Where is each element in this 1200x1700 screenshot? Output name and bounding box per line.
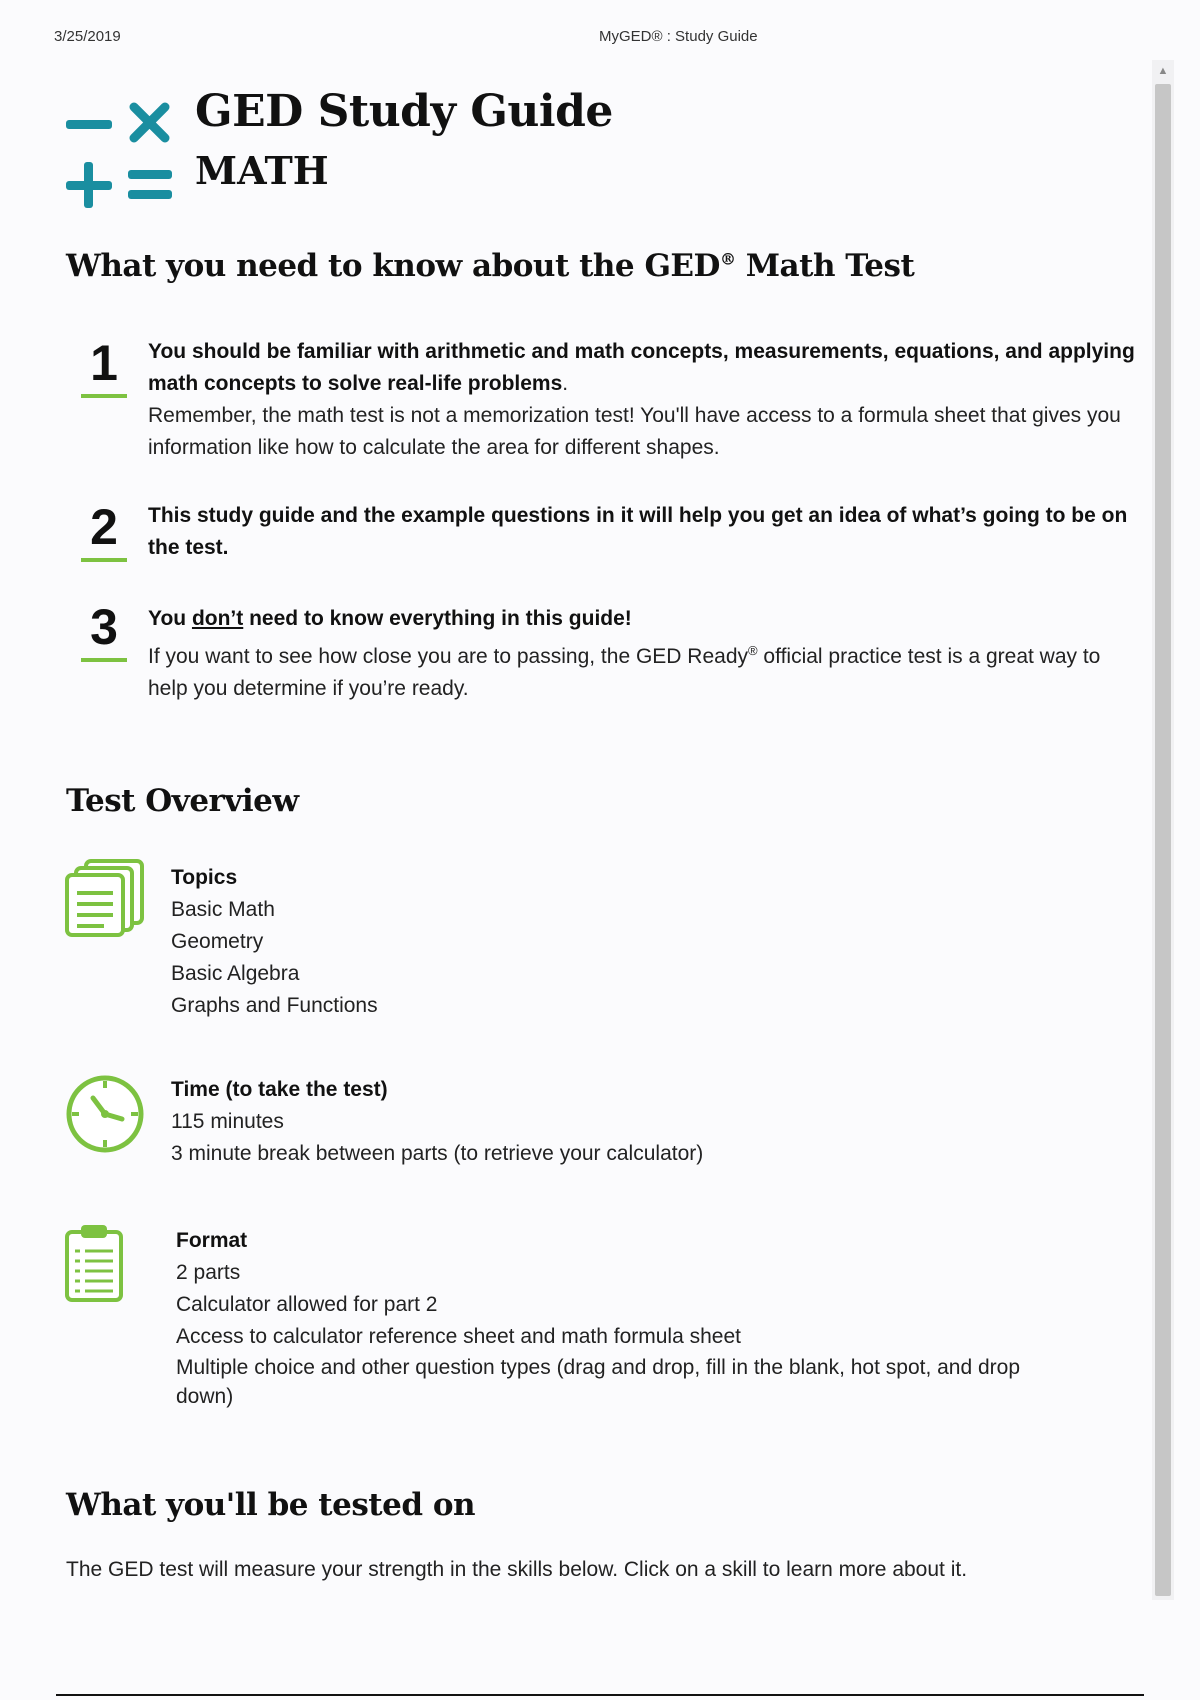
time-block (171, 1074, 703, 1170)
format-item: Multiple choice and other question types (drag and drop, fill in the blank, hot spot, and drop down) (176, 1356, 1021, 1408)
time-item: 115 minutes (171, 1110, 284, 1133)
time-item: 3 minute break between parts (to retrieve your calculator) (171, 1142, 704, 1165)
need-to-know-heading: What you need to know about the GED® Math Test (66, 248, 915, 284)
scrollbar-thumb[interactable] (1155, 84, 1171, 1596)
vertical-scrollbar[interactable] (1152, 60, 1174, 1600)
print-header (54, 28, 1110, 52)
topics-title: Topics (171, 866, 238, 889)
point-1: You should be familiar with arithmetic and math concepts, measurements, equations, and applying math concepts to solve real-life problems. Remember, the math test is not a memorization test! You'll have access to a formula sheet that gives you information like how to calculate the area for different shapes. (148, 340, 1135, 459)
math-operators-logo-icon (64, 96, 176, 216)
plus-icon (66, 162, 112, 208)
document-title: MyGED® : Study Guide (599, 28, 758, 45)
time-title: Time (to take the test) (171, 1078, 388, 1101)
tested-on-heading: What you'll be tested on (66, 1487, 476, 1523)
clock-icon (64, 1073, 146, 1155)
format-item: Access to calculator reference sheet and math formula sheet (176, 1325, 741, 1348)
point-3-bold: You don’t need to know everything in this guide! (148, 607, 632, 630)
point-3 (148, 603, 1143, 705)
point-3-text: If you want to see how close you are to passing, the GED Ready® official practice test is a great way to help you determine if you’re ready. (148, 643, 1101, 700)
tested-on-intro: The GED test will measure your strength in the skills below. Click on a skill to learn more about it. (66, 1558, 968, 1581)
point-1-text: Remember, the math test is not a memorization test! You'll have access to a formula sheet that gives you information like how to calculate the area for different shapes. (148, 404, 1121, 459)
point-2 (148, 500, 1143, 564)
equals-icon (128, 170, 172, 199)
format-title: Format (176, 1229, 248, 1252)
page-title: GED Study Guide (195, 86, 613, 137)
test-overview-heading: Test Overview (66, 783, 299, 819)
topic-item: Graphs and Functions (171, 994, 378, 1017)
clipboard-icon (64, 1223, 124, 1303)
topic-item: Geometry (171, 930, 264, 953)
format-block (176, 1225, 1056, 1411)
point-number-1: 1 (80, 338, 128, 398)
documents-icon (64, 858, 146, 938)
subject-title: MATH (195, 148, 329, 193)
point-1-bold: You should be familiar with arithmetic and math concepts, measurements, equations, and applying math concepts to solve real-life problems (148, 340, 1135, 395)
point-2-bold: This study guide and the example questions in it will help you get an idea of what’s going to be on the test. (148, 504, 1128, 559)
print-date: 3/25/2019 (54, 28, 121, 45)
topic-item: Basic Math (171, 898, 275, 921)
format-item: Calculator allowed for part 2 (176, 1293, 438, 1316)
times-icon (134, 107, 165, 138)
scroll-up-arrow-icon[interactable]: ▲ (1157, 65, 1169, 77)
point-number-3: 3 (80, 602, 128, 662)
topics-block (171, 862, 378, 1022)
topic-item: Basic Algebra (171, 962, 300, 985)
point-number-2: 2 (80, 502, 128, 562)
format-item: 2 parts (176, 1261, 241, 1284)
bottom-divider (56, 1694, 1144, 1696)
minus-icon (66, 120, 112, 129)
